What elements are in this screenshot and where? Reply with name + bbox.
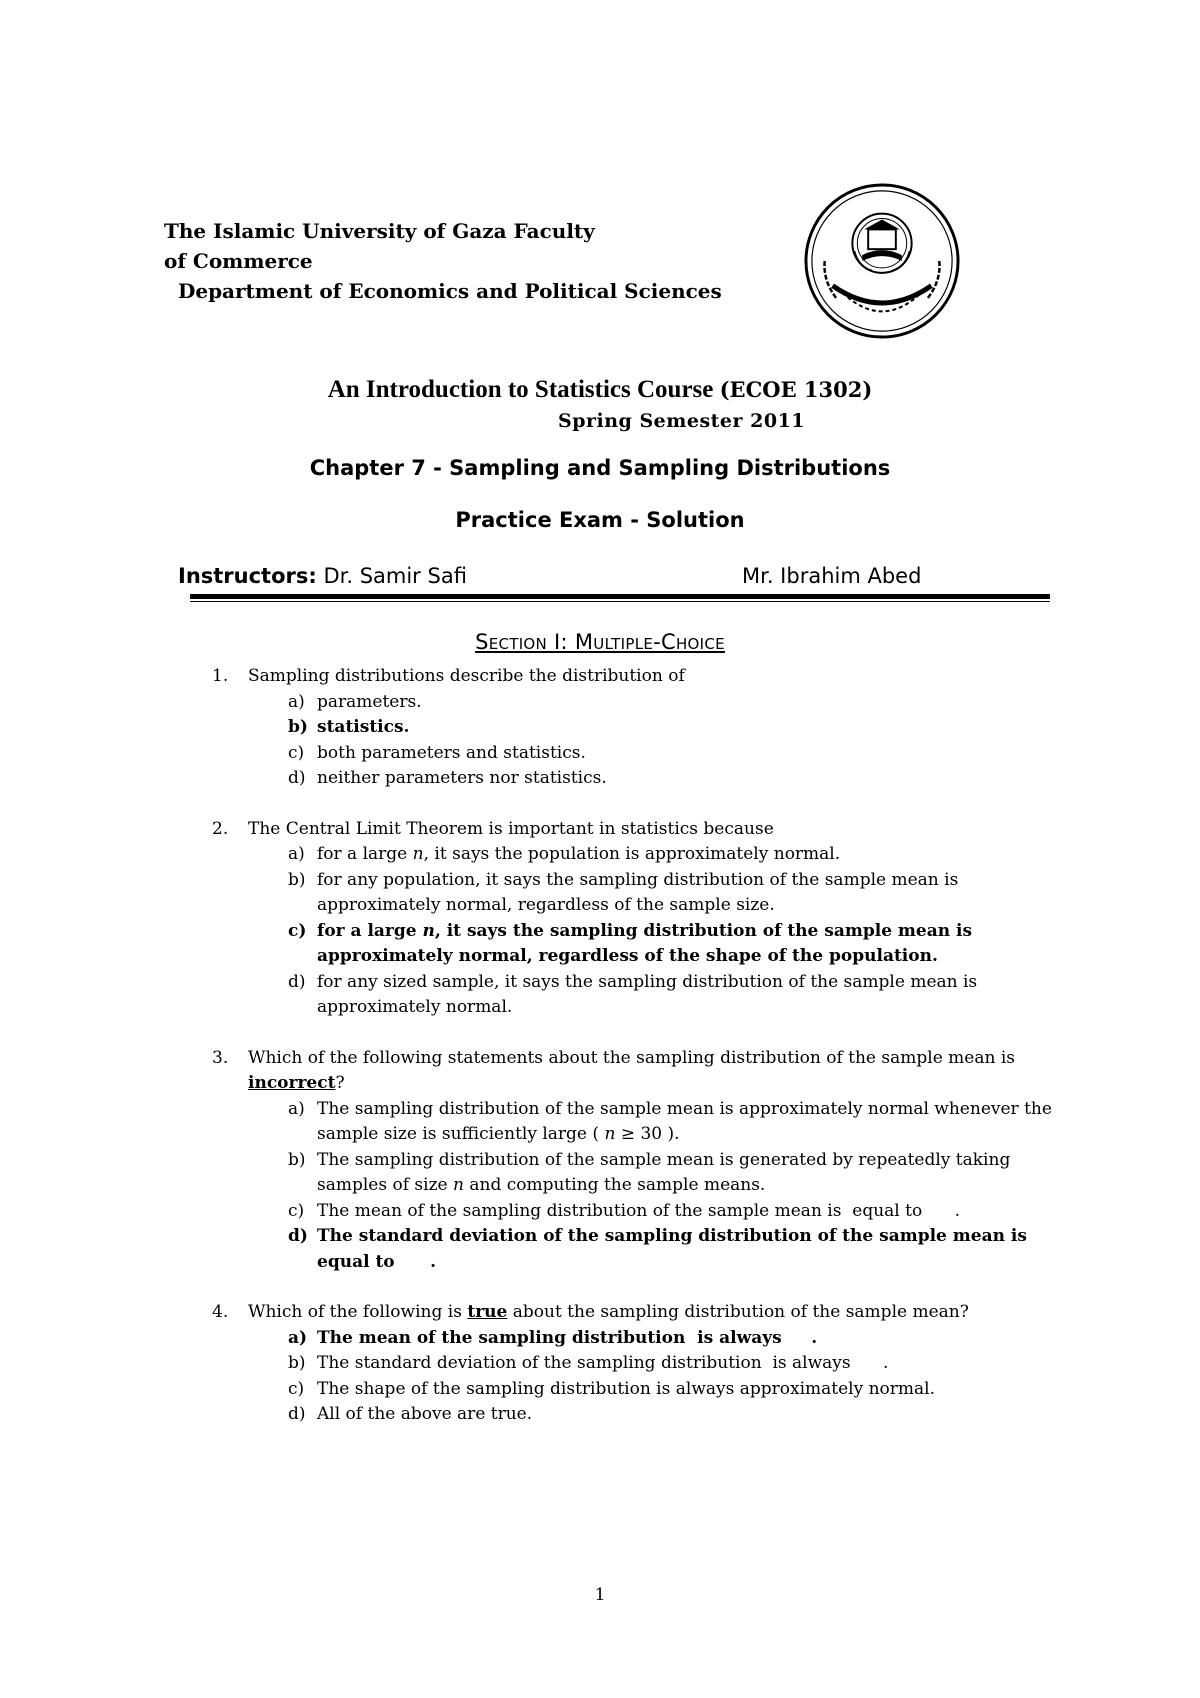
question-number: 3. — [212, 1047, 229, 1068]
university-header — [164, 216, 722, 306]
university-name-line2: of Commerce — [164, 249, 313, 273]
question-4 — [212, 1300, 1052, 1428]
question-2 — [212, 817, 1052, 1021]
course-title — [0, 376, 1200, 404]
option-a: a) for a large n, it says the population is approximately normal. — [288, 844, 841, 864]
emphasis-word: true — [467, 1302, 508, 1322]
instructor-2: Mr. Ibrahim Abed — [742, 564, 922, 588]
option-b-correct: b) statistics. — [288, 717, 410, 737]
instructors-label: Instructors: — [178, 564, 317, 588]
question-text: The Central Limit Theorem is important in statistics because — [248, 818, 774, 839]
option-b: b) The sampling distribution of the sample mean is generated by repeatedly taking samples of size n and computing the sample means. — [288, 1149, 1011, 1195]
option-c: c) both parameters and statistics. — [288, 742, 586, 763]
department-name: Department of Economics and Political Sciences — [178, 279, 722, 303]
instructors-line — [178, 564, 467, 588]
semester: Spring Semester 2011 — [558, 410, 806, 432]
question-1 — [212, 664, 1052, 792]
instructor-1: Dr. Samir Safi — [323, 564, 467, 588]
option-c: c) The mean of the sampling distribution of the sample mean is equal to . — [288, 1200, 961, 1221]
option-a-correct: a) The mean of the sampling distribution is always . — [288, 1327, 818, 1348]
section-heading: Section I: Multiple-Choice — [475, 630, 725, 654]
option-a: a) The sampling distribution of the sample mean is approximately normal whenever the sample size is sufficiently large ( n ≥ 30 ). — [288, 1098, 1052, 1144]
question-text: Sampling distributions describe the distribution of — [248, 666, 685, 686]
emphasis-word: incorrect — [248, 1073, 336, 1093]
university-seal-logo — [803, 182, 961, 340]
option-a: a) parameters. — [288, 691, 422, 712]
option-d: d) All of the above are true. — [288, 1404, 533, 1424]
divider-thin — [190, 601, 1050, 602]
chapter-title: Chapter 7 - Sampling and Sampling Distributions — [309, 456, 891, 480]
option-b: b) The standard deviation of the sampling distribution is always . — [288, 1353, 889, 1373]
page-number: 1 — [594, 1585, 606, 1605]
question-text: Which of the following statements about the sampling distribution of the sample mean is incorrect? — [248, 1047, 1015, 1093]
question-3 — [212, 1046, 1052, 1276]
question-number: 4. — [212, 1302, 229, 1322]
exam-title: Practice Exam - Solution — [455, 508, 745, 532]
questions-list — [212, 664, 1052, 1453]
option-b: b) for any population, it says the sampling distribution of the sample mean is approximately normal, regardless of the sample size. — [288, 869, 959, 915]
option-c: c) The shape of the sampling distribution is always approximately normal. — [288, 1378, 936, 1399]
question-number: 2. — [212, 818, 229, 839]
option-d: d) for any sized sample, it says the sampling distribution of the sample mean is approximately normal. — [288, 971, 978, 1017]
university-name-line1: The Islamic University of Gaza Faculty — [164, 219, 595, 243]
course-code: (ECOE 1302) — [719, 377, 873, 402]
option-d-correct: d) The standard deviation of the sampling distribution of the sample mean is equal to . — [288, 1226, 1033, 1272]
question-text: Which of the following is true about the sampling distribution of the sample mean? — [248, 1302, 969, 1322]
option-d: d) neither parameters nor statistics. — [288, 768, 607, 788]
question-number: 1. — [212, 666, 229, 686]
option-c-correct: c) for a large n, it says the sampling distribution of the sample mean is approximately normal, regardless of the shape of the population. — [288, 920, 973, 966]
course-name: An Introduction to Statistics Course — [327, 376, 714, 403]
divider-thick — [190, 594, 1050, 599]
